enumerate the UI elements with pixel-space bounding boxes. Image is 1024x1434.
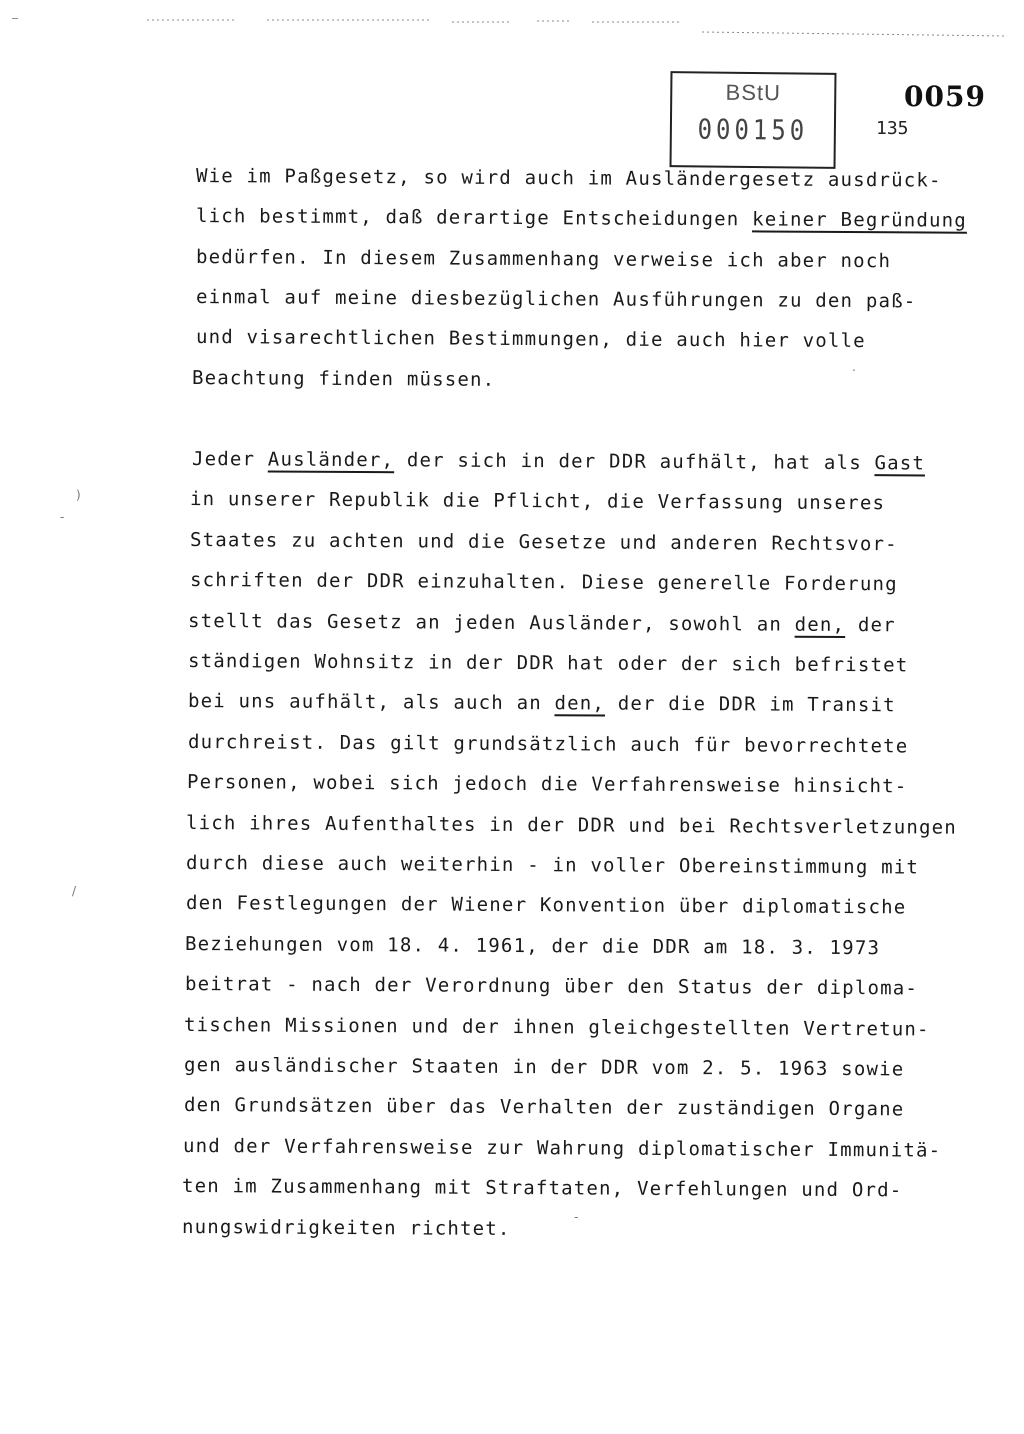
text-line bbox=[185, 932, 880, 960]
line-text: in unserer Republik die Pflicht, die Verfassung unseres bbox=[189, 488, 886, 515]
page-number: 135 bbox=[876, 118, 909, 139]
line-text: Beziehungen vom 18. 4. 1961, der die DDR am 18. 3. 1973 bbox=[184, 932, 881, 960]
text-line bbox=[188, 730, 909, 758]
line-text: durch diese auch weiterhin - in voller Obereinstimmung mit bbox=[185, 852, 920, 879]
line-text: tischen Missionen und der ihnen gleichgestellten Vertretun- bbox=[183, 1013, 930, 1041]
underlined-text: Ausländer, bbox=[267, 448, 395, 472]
line-text: nungswidrigkeiten richtet. bbox=[181, 1215, 511, 1240]
underlined-text: Gast bbox=[874, 452, 926, 475]
line-text: ständigen Wohnsitz in der DDR hat oder der sich befristet bbox=[187, 650, 909, 677]
line-text: Personen, wobei sich jedoch die Verfahrensweise hinsicht- bbox=[186, 771, 908, 798]
text-line bbox=[196, 325, 866, 353]
text-line bbox=[182, 1215, 511, 1241]
text-line bbox=[184, 1053, 905, 1081]
line-text: stellt das Gesetz an jeden Ausländer, sowohl an bbox=[187, 609, 795, 636]
text-line bbox=[185, 972, 918, 1000]
underlined-text: den, bbox=[554, 692, 606, 715]
line-text: einmal auf meine diesbezüglichen Ausführungen zu den paß- bbox=[195, 285, 917, 313]
text-line bbox=[186, 851, 919, 879]
line-text: Wie im Paßgesetz, so wird auch im Ausländergesetz ausdrück- bbox=[195, 165, 942, 192]
archive-page-number: 0059 bbox=[904, 80, 986, 113]
underlined-text: keiner Begründung bbox=[752, 208, 968, 233]
line-text: der sich in der DDR aufhält, hat als bbox=[394, 449, 875, 475]
text-line bbox=[196, 285, 917, 313]
text-line bbox=[190, 528, 898, 556]
line-text: bei uns aufhält, als auch an bbox=[187, 690, 555, 715]
line-text: Beachtung finden müssen. bbox=[191, 366, 496, 391]
line-text: lich ihres Aufenthaltes in der DDR und bei Rechtsverletzungen bbox=[185, 811, 958, 839]
line-text: der bbox=[845, 613, 896, 636]
line-text: Staates zu achten und die Gesetze und anderen Rechtsvor- bbox=[189, 528, 898, 556]
line-text: den Grundsätzen über das Verhalten der zuständigen Organe bbox=[183, 1094, 905, 1121]
margin-mark: ) bbox=[76, 488, 81, 502]
text-line bbox=[188, 609, 896, 637]
text-line bbox=[196, 164, 942, 193]
line-text: schriften der DDR einzuhalten. Diese generelle Forderung bbox=[189, 569, 898, 596]
margin-mark: / bbox=[72, 884, 77, 898]
line-text: bedürfen. In diesem Zusammenhang verweise ich aber noch bbox=[195, 245, 892, 272]
line-text: lich bestimmt, daß derartige Entscheidungen bbox=[195, 205, 753, 231]
stamp-number: 000150 bbox=[697, 113, 809, 147]
text-line bbox=[184, 1013, 930, 1042]
margin-mark: - bbox=[574, 1210, 579, 1224]
line-text: den Festlegungen der Wiener Konvention über diplomatische bbox=[185, 892, 907, 919]
line-text: beitrat - nach der Verordnung über den Status der diploma- bbox=[184, 973, 919, 1000]
line-text: und der Verfahrensweise zur Wahrung diplomatischer Immunitä- bbox=[182, 1134, 942, 1162]
text-line bbox=[186, 811, 957, 840]
margin-mark: - bbox=[60, 510, 65, 524]
bstu-archive-stamp bbox=[670, 71, 837, 169]
margin-mark: . bbox=[852, 360, 856, 374]
line-text: durchreist. Das gilt grundsätzlich auch für bevorrechtete bbox=[187, 730, 909, 758]
underlined-text: den, bbox=[794, 613, 846, 636]
text-line bbox=[186, 891, 907, 919]
line-text: ten im Zusammenhang mit Straftaten, Verfehlungen und Ord- bbox=[181, 1175, 903, 1202]
text-line bbox=[188, 689, 896, 717]
text-line bbox=[196, 204, 967, 233]
text-line bbox=[190, 568, 898, 596]
line-text: gen ausländischer Staaten in der DDR vom 2. 5. 1963 sowie bbox=[183, 1054, 905, 1081]
line-text: der die DDR im Transit bbox=[605, 692, 896, 717]
text-line bbox=[188, 649, 909, 677]
text-line bbox=[190, 487, 885, 515]
text-line bbox=[183, 1134, 941, 1163]
text-line bbox=[187, 770, 908, 798]
text-line bbox=[184, 1093, 905, 1121]
text-line bbox=[182, 1174, 903, 1202]
line-text: und visarechtlichen Bestimmungen, die auch hier volle bbox=[195, 326, 866, 353]
stamp-title: BStU bbox=[725, 79, 782, 106]
text-line bbox=[192, 366, 495, 392]
line-text: Jeder bbox=[191, 448, 268, 471]
text-line bbox=[196, 245, 891, 273]
top-edge-dotted-line bbox=[12, 18, 1007, 42]
text-line bbox=[192, 447, 925, 475]
